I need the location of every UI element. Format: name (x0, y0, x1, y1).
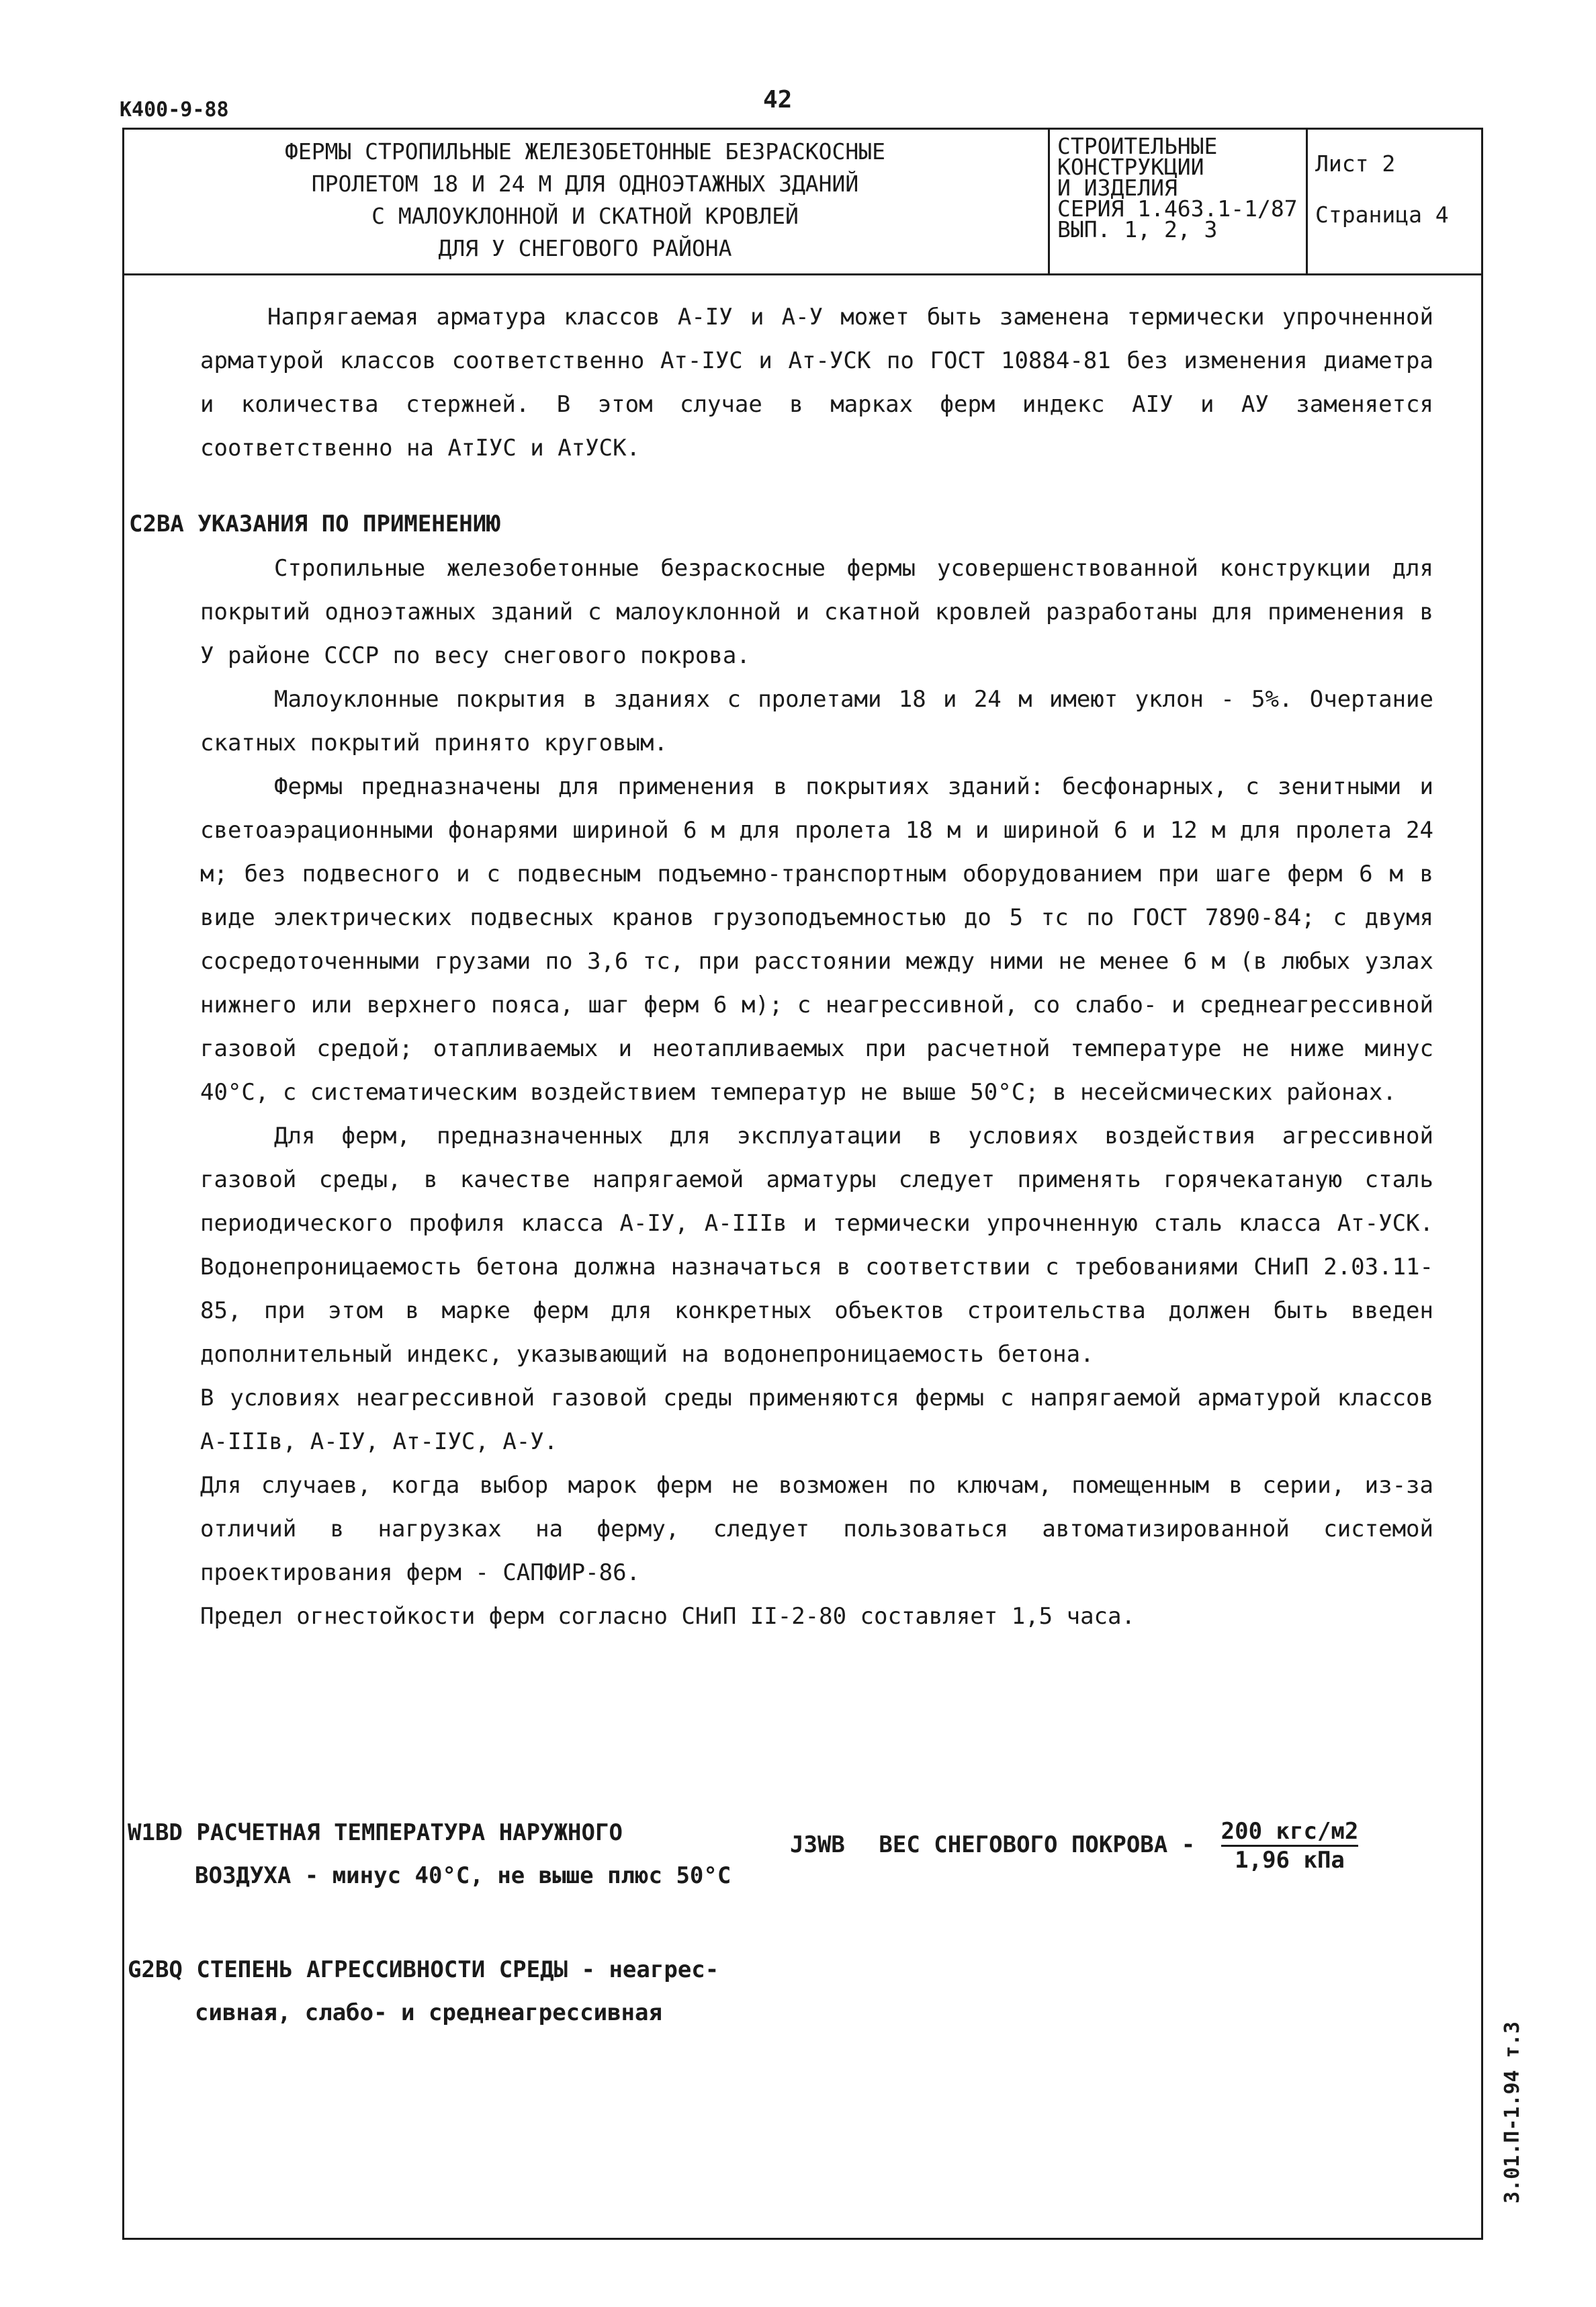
page-label: Страница 4 (1315, 202, 1449, 228)
intro-paragraph: Напрягаемая арматура классов А-IУ и А-У может быть заменена термически упрочненной арматурой классов соответственно Ат-IУС и Ат-УСК по ГОСТ 10884-81 без изменения диаметра и количества стержней. В этом случае в марках ферм индекс АIУ и АУ заменяется соответственно на АтIУС и АтУСК. (200, 304, 1433, 462)
aggressiveness-line: сивная, слабо- и среднеагрессивная (195, 1999, 662, 2026)
title-block-title (122, 136, 1048, 265)
snow-value-kpa: 1,96 кПа (1235, 1847, 1345, 1874)
section-heading (129, 503, 500, 546)
snow-label: ВЕС СНЕГОВОГО ПОКРОВА - (879, 1831, 1196, 1858)
aggressiveness-line: СТЕПЕНЬ АГРЕССИВНОСТИ СРЕДЫ - неагрес- (196, 1956, 719, 1983)
title-line: ПРОЛЕТОМ 18 И 24 М ДЛЯ ОДНОЭТАЖНЫХ ЗДАНИЙ (311, 171, 859, 197)
snow-code: J3WB (790, 1831, 845, 1858)
sheet-label: Лист 2 (1315, 150, 1396, 177)
title-block-series (1057, 133, 1298, 243)
title-line: ФЕРМЫ СТРОПИЛЬНЫЕ ЖЕЛЕЗОБЕТОННЫЕ БЕЗРАСКОСНЫЕ (284, 138, 886, 165)
series-line: ВЫП. 1, 2, 3 (1057, 216, 1218, 243)
aggressiveness-code: G2BQ (128, 1956, 183, 1983)
snow-value-kgs: 200 кгс/м2 (1221, 1818, 1359, 1847)
series-line: КОНСТРУКЦИИ (1057, 154, 1204, 180)
snow-block (790, 1818, 1462, 1874)
flush-paragraph: В условиях неагрессивной газовой среды применяются фермы с напрягаемой арматурой классов А-IIIв, А-IУ, Ат-IУС, А-У. (200, 1385, 1433, 1455)
section-title: УКАЗАНИЯ ПО ПРИМЕНЕНИЮ (197, 511, 500, 537)
title-block-sheet (1315, 138, 1449, 241)
temperature-line: ВОЗДУХА - минус 40°С, не выше плюс 50°С (195, 1862, 732, 1889)
page-number: 42 (763, 86, 793, 114)
temperature-code: W1BD (128, 1819, 183, 1846)
title-line: С МАЛОУКЛОННОЙ И СКАТНОЙ КРОВЛЕЙ (371, 203, 799, 229)
section-paragraph: Стропильные железобетонные безраскосные фермы усовершенствованной конструкции для покрытий одноэтажных зданий с малоуклонной и скатной кровлей разработаны для применения в У районе СССР по весу снегового покрова. (200, 555, 1433, 669)
title-line: ДЛЯ У СНЕГОВОГО РАЙОНА (438, 235, 732, 261)
flush-paragraph: Предел огнестойкости ферм согласно СНиП II-2-80 составляет 1,5 часа. (200, 1603, 1135, 1630)
title-block (122, 128, 1483, 275)
flush-paragraph: Для случаев, когда выбор марок ферм не возможен по ключам, помещенным в серии, из-за отличий в нагрузках на ферму, следует пользоваться автоматизированной системой проектирования ферм - САПФИР-86. (200, 1472, 1433, 1586)
section-code: С2ВА (129, 511, 184, 537)
title-block-divider (1048, 128, 1050, 273)
snow-value (1221, 1818, 1359, 1874)
title-block-divider (1306, 128, 1308, 273)
series-line: И ИЗДЕЛИЯ (1057, 175, 1178, 201)
aggressiveness-block (128, 1948, 799, 2034)
section-paragraph: Для ферм, предназначенных для эксплуатации в условиях воздействия агрессивной газовой среды, в качестве напрягаемой арматуры следует применять горячекатаную сталь периодического профиля класса А-IУ, А-IIIв и термически упрочненную сталь класса Ат-УСК. Водонепроницаемость бетона должна назначаться в соответствии с требованиями СНиП 2.03.11-85, при этом в марке ферм для конкретных объектов строительства должен быть введен дополнительный индекс, указывающий на водонепроницаемость бетона. (200, 1123, 1433, 1368)
side-stamp: 3.01.П-1.94 т.3 (1501, 2021, 1524, 2204)
section-paragraph: Малоуклонные покрытия в зданиях с пролетами 18 и 24 м имеют уклон - 5%. Очертание скатных покрытий принято круговым. (200, 686, 1433, 756)
document-code: К400-9-88 (120, 98, 229, 122)
series-line: СЕРИЯ 1.463.1-1/87 (1057, 195, 1298, 222)
temperature-line: РАСЧЕТНАЯ ТЕМПЕРАТУРА НАРУЖНОГО (196, 1819, 623, 1846)
section-paragraph: Фермы предназначены для применения в покрытиях зданий: бесфонарных, с зенитными и светоаэрационными фонарями шириной 6 м для пролета 18 м и шириной 6 и 12 м для пролета 24 м; без подвесного и с подвесным подъемно-транспортным оборудованием при шаге ферм 6 м в виде электрических подвесных кранов грузоподъемностью до 5 тс по ГОСТ 7890-84; с двумя сосредоточенными грузами по 3,6 тс, при расстоянии между ними не менее 6 м (в любых узлах нижнего или верхнего пояса, шаг ферм 6 м); с неагрессивной, со слабо- и среднеагрессивной газовой средой; отапливаемых и неотапливаемых при расчетной температуре не ниже минус 40°С, с систематическим воздействием температур не выше 50°С; в несейсмических районах. (200, 773, 1433, 1106)
temperature-block (128, 1811, 799, 1897)
series-line: СТРОИТЕЛЬНЫЕ (1057, 133, 1218, 159)
